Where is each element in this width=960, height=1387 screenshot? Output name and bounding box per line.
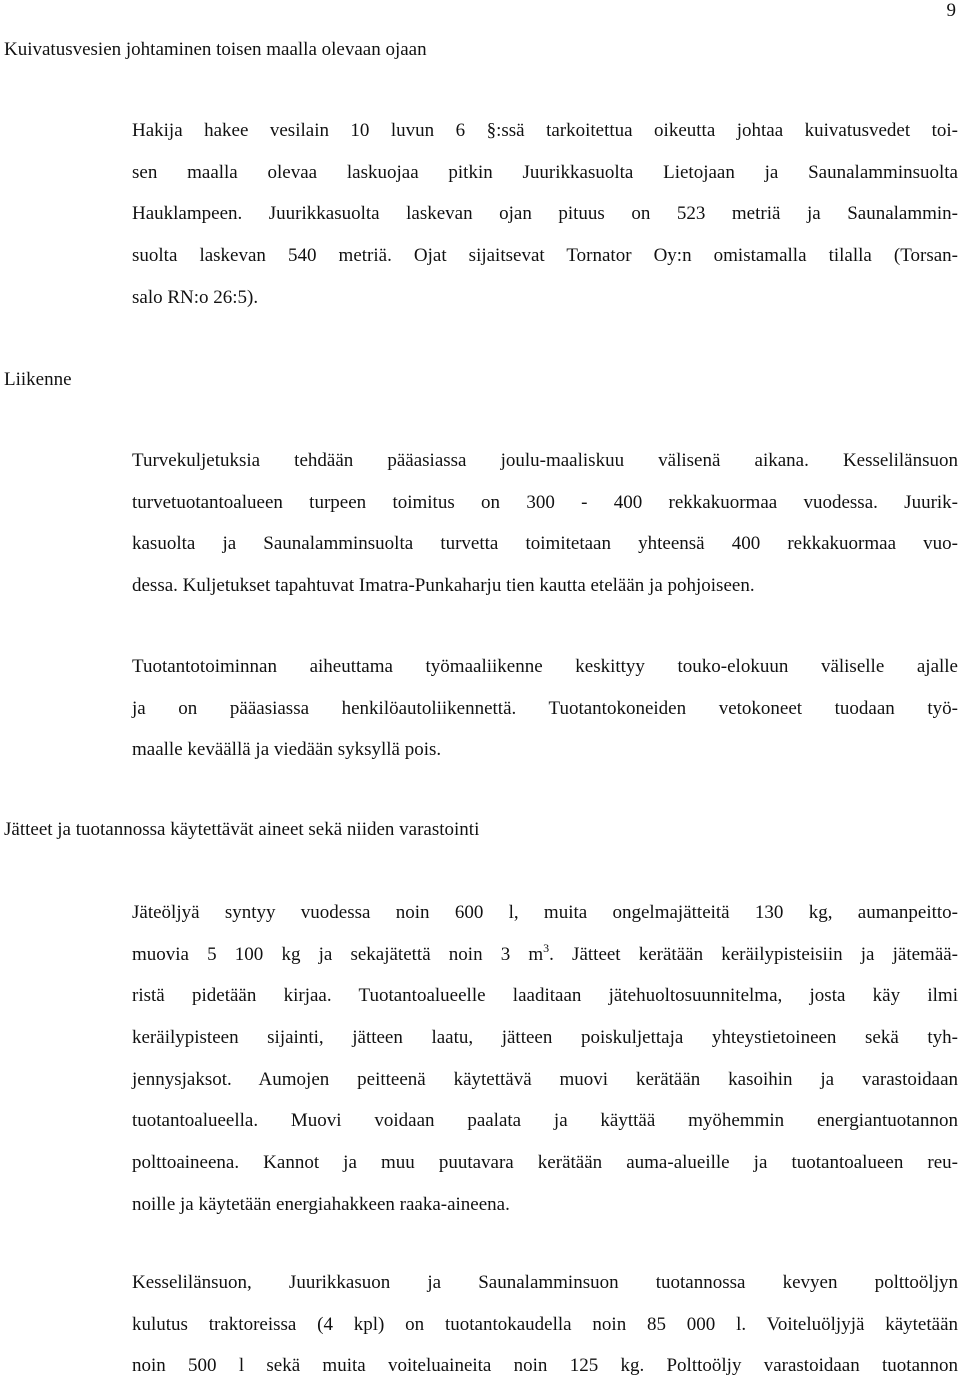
superscript: 3 <box>543 940 550 955</box>
text-segment: . Jätteet kerätään keräilypisteisiin ja jätemää- <box>549 943 959 965</box>
text-line: noin 500 l sekä muita voiteluaineita noin 125 kg. Polttoöljy varastoidaan tuotannon <box>132 1355 958 1377</box>
text-line: Kesselilänsuon, Juurikkasuon ja Saunalamminsuon tuotannossa kevyen polttoöljyn <box>132 1272 958 1293</box>
text-line: polttoaineena. Kannot ja muu puutavara kerätään auma-alueille ja tuotantoalueen reu- <box>132 1152 958 1174</box>
text-line: keräilypisteen sijainti, jätteen laatu, jätteen poiskuljettaja yhteystietoineen sekä tyh- <box>132 1027 958 1049</box>
section-heading-waste: Jätteet ja tuotannossa käytettävät aineet sekä niiden varastointi <box>4 819 480 840</box>
text-line: turvetuotantoalueen turpeen toimitus on 300 - 400 rekkakuormaa vuodessa. Juurik- <box>132 491 958 513</box>
text-line: tuotantoalueella. Muovi voidaan paalata ja käyttää myöhemmin energiantuotannon <box>132 1110 958 1132</box>
text-line: jennysjaksot. Aumojen peitteenä käytettävä muovi kerätään kasoihin ja varastoidaan <box>132 1068 958 1090</box>
text-line: Turvekuljetuksia tehdään pääasiassa joulu-maaliskuu välisenä aikana. Kesselilänsuon <box>132 450 958 471</box>
paragraph-waste <box>132 892 958 1226</box>
text-line: maalle keväällä ja viedään syksyllä pois. <box>132 739 442 761</box>
section-heading-drainage: Kuivatusvesien johtaminen toisen maalla olevaan ojaan <box>4 39 427 60</box>
text-line: kulutus traktoreissa (4 kpl) on tuotantokaudella noin 85 000 l. Voiteluöljyjä käytetään <box>132 1313 958 1335</box>
text-line: dessa. Kuljetukset tapahtuvat Imatra-Punkaharju tien kautta etelään ja pohjoiseen. <box>132 575 755 597</box>
section-heading-traffic: Liikenne <box>4 369 72 390</box>
paragraph-peat-transport <box>132 440 958 607</box>
text-line: Hakija hakee vesilain 10 luvun 6 §:ssä tarkoitettua oikeutta johtaa kuivatusvedet toi- <box>132 120 958 141</box>
text-line: suolta laskevan 540 metriä. Ojat sijaitsevat Tornator Oy:n omistamalla tilalla (Torsan- <box>132 245 958 267</box>
text-segment: muovia 5 100 kg ja sekajätettä noin 3 m <box>132 943 544 965</box>
paragraph-fuel-oil <box>132 1262 958 1387</box>
text-line: Jäteöljyä syntyy vuodessa noin 600 l, muita ongelmajätteitä 130 kg, aumanpeitto- <box>132 902 958 923</box>
text-line: kasuolta ja Saunalamminsuolta turvetta toimitetaan yhteensä 400 rekkakuormaa vuo- <box>132 533 958 555</box>
text-line: sen maalla olevaa laskuojaa pitkin Juurikkasuolta Lietojaan ja Saunalamminsuolta <box>132 161 958 183</box>
page-number: 9 <box>946 0 956 21</box>
text-line-with-superscript <box>132 934 958 976</box>
text-line: salo RN:o 26:5). <box>132 286 259 308</box>
text-line: ristä pidetään kirjaa. Tuotantoalueelle laaditaan jätehuoltosuunnitelma, josta käy ilmi <box>132 985 958 1007</box>
paragraph-work-traffic <box>132 646 958 771</box>
text-line: ja on pääasiassa henkilöautoliikennettä. Tuotantokoneiden vetokoneet tuodaan työ- <box>132 697 958 719</box>
text-line: Tuotantotoiminnan aiheuttama työmaaliikenne keskittyy touko-elokuun väliselle ajalle <box>132 656 958 677</box>
text-line: Hauklampeen. Juurikkasuolta laskevan ojan pituus on 523 metriä ja Saunalammin- <box>132 203 958 225</box>
text-line: noille ja käytetään energiahakkeen raaka-aineena. <box>132 1193 510 1215</box>
paragraph-drainage <box>132 110 958 318</box>
